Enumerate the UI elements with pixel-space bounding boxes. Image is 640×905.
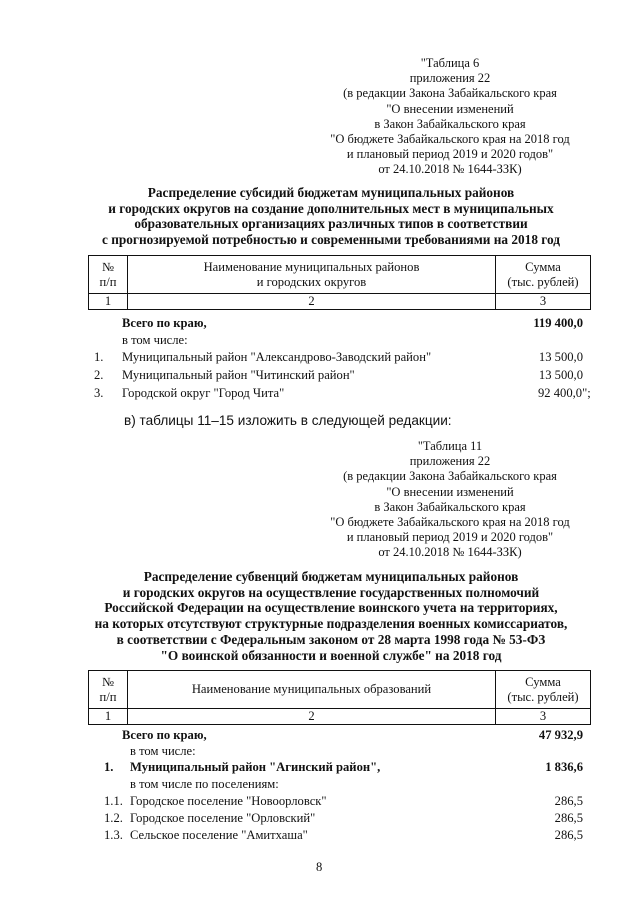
row-num: 3. xyxy=(94,386,104,400)
title-line: и городских округов на создание дополнительных мест в муниципальных xyxy=(108,200,554,216)
ref-line: "Таблица 11 xyxy=(417,439,483,453)
table6-title xyxy=(78,185,584,248)
page-number: 8 xyxy=(316,860,323,874)
ref-line: в Закон Забайкальского края xyxy=(374,499,526,514)
table6-total-value: 119 400,0 xyxy=(533,316,583,330)
header-name: Наименование муниципальных образований xyxy=(128,671,496,709)
settlements-including: в том числе по поселениям: xyxy=(130,777,279,791)
table-row xyxy=(104,760,381,775)
row-num: 1.3. xyxy=(104,828,123,842)
row-value: 13 500,0 xyxy=(538,368,583,382)
row-num: 1. xyxy=(94,350,104,364)
col-number: 3 xyxy=(496,294,591,310)
title-line: образовательных организациях различных типов в соответствии xyxy=(134,216,528,232)
row-name: Сельское поселение "Амитхаша" xyxy=(130,828,308,842)
header-sum: Сумма (тыс. рублей) xyxy=(496,256,591,294)
table-row xyxy=(94,368,355,383)
table11-total-label: Всего по краю, xyxy=(122,728,207,742)
ref-line: "Таблица 6 xyxy=(420,56,480,70)
col-number: 1 xyxy=(89,709,128,725)
table-row xyxy=(104,828,308,843)
row-value: 92 400,0"; xyxy=(538,386,591,400)
amendment-instruction: в) таблицы 11–15 изложить в следующей редакции: xyxy=(124,413,452,428)
header-sum: Сумма (тыс. рублей) xyxy=(496,671,591,709)
title-line: Распределение субсидий бюджетам муниципальных районов xyxy=(147,185,515,200)
row-name: Городское поселение "Новоорловск" xyxy=(130,794,327,808)
row-name: Городской округ "Город Чита" xyxy=(122,386,285,400)
table-row xyxy=(94,350,432,365)
row-name: Муниципальный район "Агинский район", xyxy=(130,760,381,774)
table-row xyxy=(104,811,316,826)
table11-header xyxy=(88,670,591,725)
ref-line: в Закон Забайкальского края xyxy=(374,116,526,131)
row-value: 286,5 xyxy=(554,828,583,842)
table-row xyxy=(104,794,327,809)
row-num: 2. xyxy=(94,368,104,382)
row-value: 13 500,0 xyxy=(538,350,583,364)
row-name: Муниципальный район "Читинский район" xyxy=(122,368,355,382)
row-name: Городское поселение "Орловский" xyxy=(130,811,316,825)
ref-line: и плановый период 2019 и 2020 годов" xyxy=(346,530,554,545)
table11-title xyxy=(78,569,584,663)
ref-line: и плановый период 2019 и 2020 годов" xyxy=(346,147,554,162)
title-line: на которых отсутствуют структурные подразделения военных комиссариатов, xyxy=(94,616,568,632)
header-name: Наименование муниципальных районов и городских округов xyxy=(128,256,496,294)
table11-including: в том числе: xyxy=(130,744,196,758)
ref-line: приложения 22 xyxy=(409,71,491,86)
row-name: Муниципальный район "Александрово-Заводский район" xyxy=(122,350,432,364)
table6-including: в том числе: xyxy=(122,333,188,347)
row-num: 1. xyxy=(104,760,114,774)
col-number: 3 xyxy=(496,709,591,725)
ref-line: "О бюджете Забайкальского края на 2018 год xyxy=(330,132,570,147)
title-line: и городских округов на осуществление государственных полномочий xyxy=(122,584,540,600)
table-row xyxy=(94,386,285,401)
row-value: 286,5 xyxy=(554,794,583,808)
ref-line: от 24.10.2018 № 1644-ЗЗК) xyxy=(378,545,522,560)
ref-line: "О внесении изменений xyxy=(386,101,514,116)
ref-line: (в редакции Закона Забайкальского края xyxy=(343,86,557,101)
row-num: 1.2. xyxy=(104,811,123,825)
table11-reference xyxy=(300,439,600,561)
table6-total-label: Всего по краю, xyxy=(122,316,207,330)
col-number: 1 xyxy=(89,294,128,310)
ref-line: "О бюджете Забайкальского края на 2018 год xyxy=(330,515,570,530)
ref-line: (в редакции Закона Забайкальского края xyxy=(343,469,557,484)
ref-line: от 24.10.2018 № 1644-ЗЗК) xyxy=(378,162,522,177)
title-line: в соответствии с Федеральным законом от 28 марта 1998 года № 53-ФЗ xyxy=(116,631,546,647)
row-value: 286,5 xyxy=(554,811,583,825)
table6-reference xyxy=(300,56,600,178)
table6-header xyxy=(88,255,591,310)
ref-line: приложения 22 xyxy=(409,454,491,469)
header-num: № п/п xyxy=(89,256,128,294)
title-line: Российской Федерации на осуществление воинского учета на территориях, xyxy=(104,600,558,616)
row-num: 1.1. xyxy=(104,794,123,808)
col-number: 2 xyxy=(128,709,496,725)
row-value: 1 836,6 xyxy=(545,760,583,774)
ref-line: "О внесении изменений xyxy=(386,484,514,499)
table11-total-value: 47 932,9 xyxy=(538,728,583,742)
title-line: Распределение субвенций бюджетам муниципальных районов xyxy=(143,569,519,584)
col-number: 2 xyxy=(128,294,496,310)
title-line: с прогнозируемой потребностью и современными требованиями на 2018 год xyxy=(101,232,560,248)
title-line: "О воинской обязанности и военной службе" на 2018 год xyxy=(160,647,502,663)
header-num: № п/п xyxy=(89,671,128,709)
